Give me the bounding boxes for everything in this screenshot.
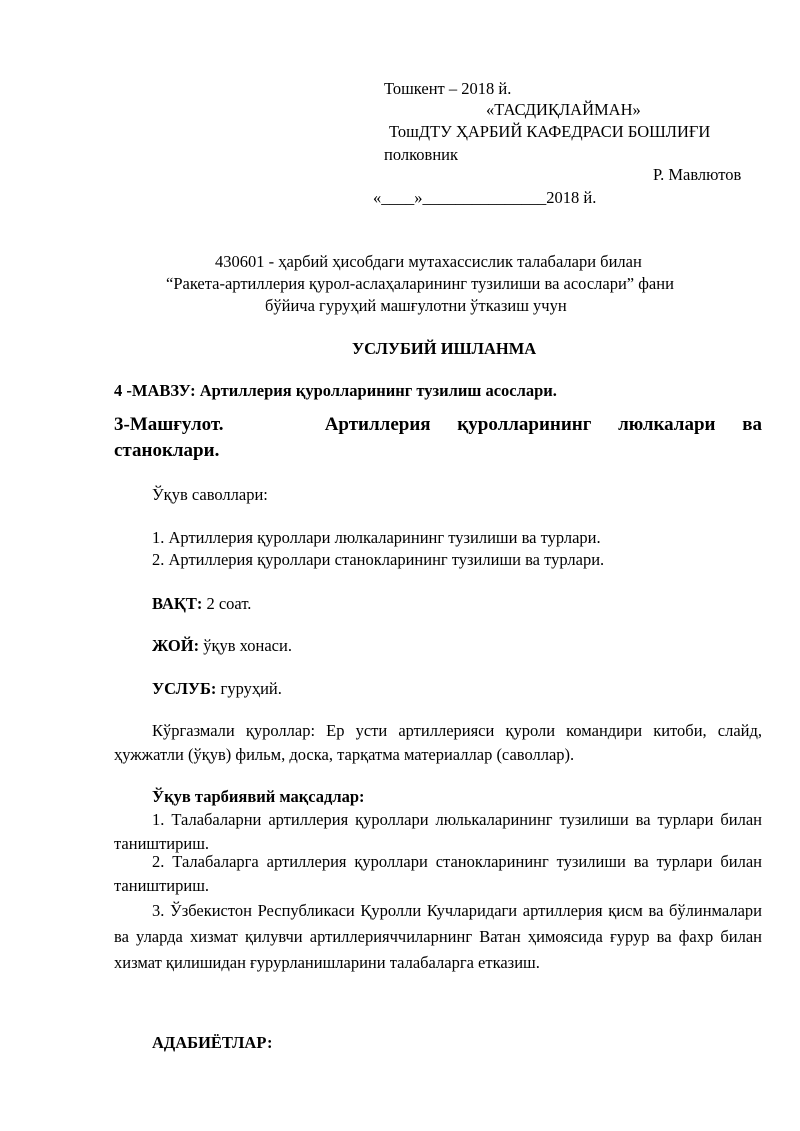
literature-heading: АДАБИЁТЛАР: [152, 1033, 273, 1052]
signatory-name: Р. Мавлютов [653, 165, 742, 184]
lesson-heading-line-1 [114, 414, 762, 436]
goal-item-3: 3. Ўзбекистон Республикаси Қуролли Кучларидаги артиллерия қисм ва бўлинмалари ва уларда хизмат қилувчи артиллерияччиларнинг Ватан ҳимоясида ғурур ва фахр билан хизмат қилишидан ғурурланишларини талабаларга етказиш. [114, 901, 762, 972]
lesson-title-part1: Артиллерия қуролларининг люлкалари ва [324, 414, 762, 435]
intro-line-3: бўйича гуруҳий машғулотни ўтказиш учун [265, 296, 567, 315]
rank: полковник [384, 145, 458, 164]
time-value: 2 соат. [202, 594, 252, 613]
question-item-2: 2. Артиллерия қуроллари станокларининг тузилиши ва турлари. [152, 550, 605, 569]
topic-label: 4 -МАВЗУ: [114, 381, 196, 400]
method-value: гуруҳий. [216, 679, 282, 698]
place-row [152, 637, 292, 656]
intro-line-1: 430601 - ҳарбий ҳисобдаги мутахассислик талабалари билан [215, 252, 642, 271]
goal-item-1: 1. Талабаларни артиллерия қуроллари люлькаларининг тузилиши ва турлари билан таништириш. [114, 810, 762, 853]
topic-text: Артиллерия қуролларининг тузилиш асослари. [195, 381, 557, 400]
question-item-1: 1. Артиллерия қуроллари люлкаларининг тузилиши ва турлари. [152, 528, 601, 547]
place-value: ўқув хонаси. [199, 636, 292, 655]
position-title: ТошДТУ ҲАРБИЙ КАФЕДРАСИ БОШЛИҒИ [389, 122, 711, 141]
time-row [152, 595, 251, 614]
goal-item-2: 2. Талабаларга артиллерия қуроллари станокларининг тузилиши ва турлари билан таништириш. [114, 852, 762, 895]
intro-line-2: “Ракета-артиллерия қурол-аслаҳаларининг тузилиши ва асослари” фани [166, 274, 674, 293]
approve-stamp-text: «ТАСДИҚЛАЙМАН» [486, 100, 641, 119]
lesson-label: 3-Машғулот. [114, 414, 224, 435]
questions-heading: Ўқув саволлари: [152, 485, 268, 504]
approval-date-line: «____»_______________2018 й. [373, 188, 597, 207]
time-label: ВАҚТ: [152, 594, 203, 613]
goals-heading: Ўқув тарбиявий мақсадлар: [152, 787, 365, 806]
lesson-heading-line-2: станоклари. [114, 440, 220, 461]
visual-aids-paragraph: Кўргазмали қуроллар: Ер усти артиллерияси қуроли командири китоби, слайд, ҳужжатли (ўқув) фильм, доска, тарқатма материаллар (саволлар). [114, 721, 762, 764]
method-row [152, 680, 282, 699]
city-year: Тошкент – 2018 й. [384, 79, 512, 98]
method-label: УСЛУБ: [152, 679, 217, 698]
document-title: УСЛУБИЙ ИШЛАНМА [352, 339, 537, 358]
topic [114, 382, 557, 401]
place-label: ЖОЙ: [152, 636, 200, 655]
